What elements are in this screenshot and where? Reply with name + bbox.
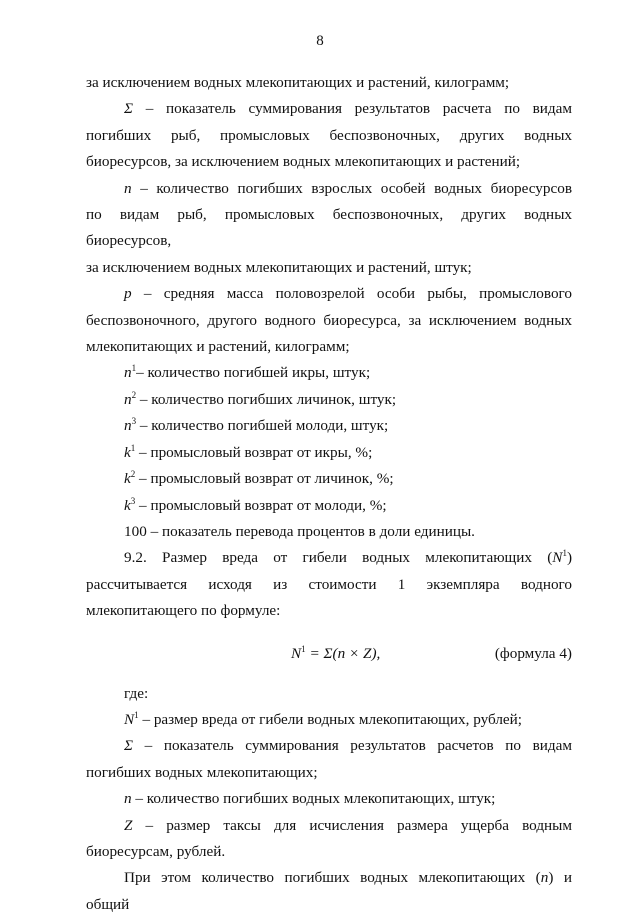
text-line: p – средняя масса половозрелой особи рыбы, промыслового	[124, 285, 572, 303]
text-line: $n^2$ – количество погибших личинок, штук;	[124, 389, 397, 408]
text-line: $n^3$ – количество погибшей молоди, штук;	[124, 416, 389, 435]
text-line: n – количество погибших взрослых особей водных биоресурсов	[124, 179, 572, 197]
text-line: 100 – показатель перевода процентов в доли единицы.	[124, 522, 475, 540]
text-line: $n^1-$ количество погибшей икры, штук;	[124, 363, 371, 382]
text-line: рассчитывается исходя из стоимости 1 экземпляра водного	[86, 575, 572, 593]
text-line: млекопитающих и растений, килограмм;	[86, 338, 350, 356]
text-line: $k^1$ – промысловый возврат от икры, %;	[124, 442, 373, 461]
text-line: Z – размер таксы для исчисления размера ущерба водным	[124, 816, 572, 834]
text-line: При этом количество погибших водных млекопитающих (n) и общий	[86, 869, 572, 913]
text-line: за исключением водных млекопитающих и растений, килограмм;	[86, 74, 510, 91]
text-line: где:	[124, 684, 149, 702]
text-line: $k^2$ – промысловый возврат от личинок, %;	[124, 469, 394, 488]
text-line: млекопитающего по формуле:	[86, 602, 281, 620]
text-line: беспозвоночного, другого водного биоресурса, за исключением водных	[86, 311, 572, 329]
text-line: Σ – показатель суммирования результатов расчета по видам	[124, 100, 572, 118]
document-body	[86, 70, 572, 918]
text-line: по видам рыб, промысловых беспозвоночных, других водных биоресурсов,	[86, 206, 572, 250]
text-line: биоресурсов, за исключением водных млекопитающих и растений;	[86, 153, 521, 171]
text-line: 9.2. Размер вреда от гибели водных млекопитающих $(N^1)$	[124, 548, 572, 567]
text-line: $k^3$ – промысловый возврат от молоди, %;	[124, 495, 387, 514]
formula-block	[86, 625, 572, 681]
text-line: погибших рыб, промысловых беспозвоночных, других водных	[86, 126, 572, 144]
text-line: биоресурсам, рублей.	[86, 842, 226, 860]
formula-expression: $N^1 = \Sigma(n \times Z)$,	[291, 643, 381, 662]
text-line: Σ – показатель суммирования результатов расчетов по видам	[124, 737, 572, 755]
formula-number: (формула 4)	[494, 644, 572, 662]
text-line: за исключением водных млекопитающих и растений, штук;	[86, 258, 472, 276]
text-line: $N^1$ – размер вреда от гибели водных млекопитающих, рублей;	[124, 709, 522, 728]
text-line: n – количество погибших водных млекопитающих, штук;	[124, 790, 496, 808]
text-line: погибших водных млекопитающих;	[86, 763, 318, 781]
page-number: 8	[316, 33, 324, 49]
